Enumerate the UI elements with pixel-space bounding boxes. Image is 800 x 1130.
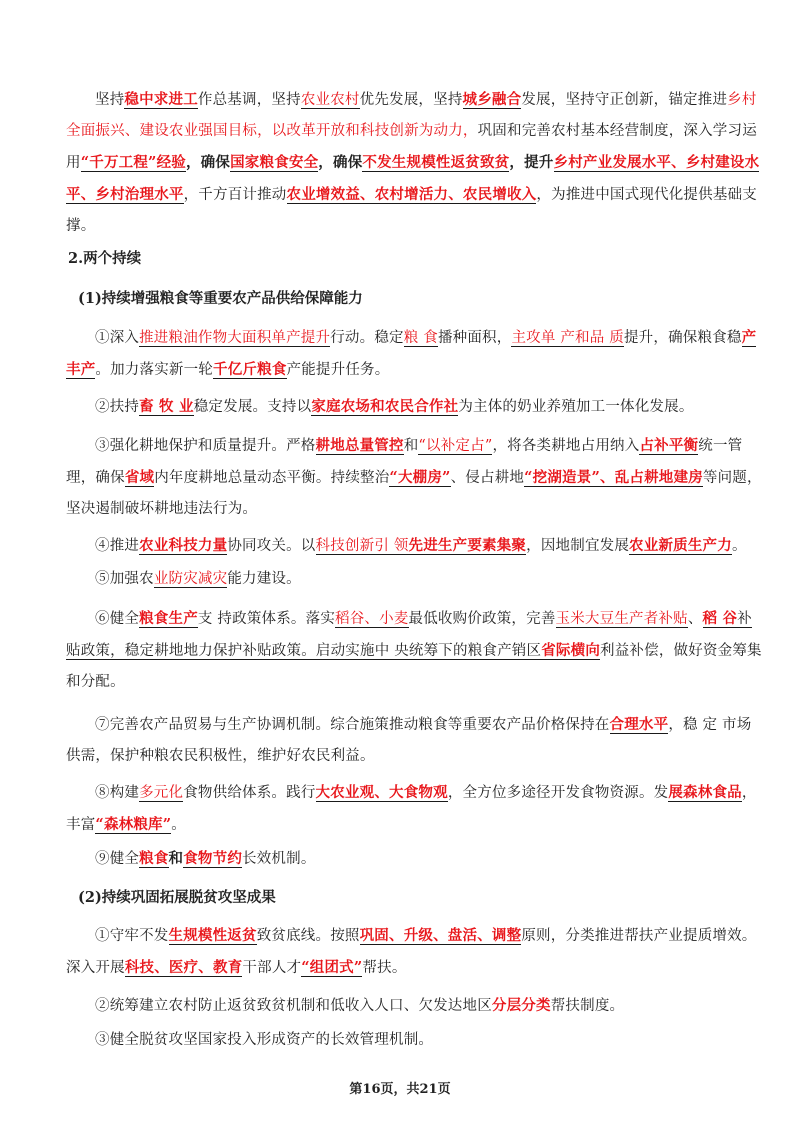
keyword: 乡村产业发展水平、乡村建设水平、乡村治理水平 (66, 154, 760, 203)
list-item (66, 603, 766, 698)
list-item (66, 564, 766, 595)
keyword: 产丰产 (66, 329, 757, 378)
text: ⑧构建 (95, 785, 140, 801)
text: 优先发展，坚持 (359, 92, 463, 108)
text: ，提升 (509, 154, 554, 171)
keyword: 生规模性返贫 (168, 927, 257, 944)
keyword: 先进生产要素集聚 (408, 537, 527, 554)
list-item (66, 1025, 766, 1056)
keyword: 大农业观、大食物观 (315, 784, 448, 801)
text: 致贫底线。按照 (256, 928, 360, 944)
text: 、侵占耕地 (450, 470, 525, 486)
text: ①深入 (95, 330, 140, 346)
text: ④推进 (95, 538, 140, 554)
keyword: 农业科技力量 (139, 537, 228, 554)
text: 长效机制。 (242, 851, 316, 867)
keyword: 农业新质生产力 (629, 537, 732, 554)
text: ，稳 定 市场供需，保护种粮农民积极性，维护好农民利益。 (66, 717, 752, 764)
list-item (66, 430, 766, 525)
text: ③强化耕地保护和质量提升。严格 (95, 438, 316, 454)
text: ，丰富 (66, 785, 757, 833)
list-item (66, 920, 766, 984)
keyword: 稳中求进工 (124, 91, 198, 108)
text: ②扶持 (95, 399, 140, 415)
keyword: 粮 食 (403, 330, 438, 346)
text: ⑤加强农 (95, 571, 154, 587)
list-item (66, 843, 766, 875)
keyword: 省际横向 (541, 642, 601, 659)
keyword: 玉米大豆生产者补贴 (555, 611, 688, 627)
keyword: 耕地总量管控 (315, 437, 404, 454)
keyword: “组团式” (301, 959, 363, 976)
text: ，为推进中国式现代化提供基础支撑。 (66, 187, 757, 234)
keyword: 食物节约 (183, 850, 243, 867)
keyword: 稻谷、小麦 (335, 611, 409, 627)
text: ，将各类耕地占用纳入 (492, 438, 640, 454)
keyword: 农业农村 (300, 92, 360, 108)
keyword: “森林粮库” (95, 816, 172, 833)
text: 食物供给体系。践行 (183, 785, 316, 801)
keyword: 粮食生产 (139, 610, 198, 627)
text: ，千方百计推动 (183, 187, 287, 203)
text: 协同攻关。以 (227, 538, 316, 554)
text: 补贴政策，稳定耕地地力保护补贴政策。启动实施中 央统筹下的粮食产销区 (66, 611, 752, 659)
keyword: 推进粮油作物大面积单产提升 (139, 330, 331, 346)
list-item (66, 709, 766, 772)
text: 。 (731, 538, 747, 554)
list-item (66, 777, 766, 841)
text: 。加力落实新一轮 (95, 362, 214, 378)
list-item (66, 391, 766, 423)
keyword: 合理水平 (609, 716, 669, 733)
text: 能力建设。 (227, 571, 301, 587)
text: 巩固和完善农村基本经营制度，深入学习运用 (66, 123, 757, 171)
keyword: 占补平衡 (639, 437, 699, 454)
text: 为主体的奶业养殖加工一体化发展。 (458, 399, 694, 415)
keyword: 展森林食品 (668, 784, 742, 801)
keyword: “以补定占” (418, 438, 493, 454)
section-heading: 2.两个持续 (68, 250, 142, 267)
page-number: 第16页，共21页 (349, 1082, 451, 1097)
intro-paragraph (66, 84, 766, 242)
keyword: 稻 谷 (702, 610, 738, 627)
text: ③健全脱贫攻坚国家投入形成资产的长效管理机制。 (95, 1032, 434, 1048)
text: 产能提升任务。 (286, 362, 390, 378)
keyword: 主攻单 产和品 质 (511, 330, 624, 346)
text: ②统筹建立农村防止返贫致贫机制和低收入人口、欠发达地区 (95, 998, 492, 1014)
text: 干部人才 (242, 960, 302, 976)
text: 统一管理，确保 (66, 438, 743, 486)
keyword: 省域 (124, 469, 155, 486)
text: 原则，分类推进帮扶产业提质增效。深入开展 (66, 928, 757, 976)
text: 稳定发展。支持以 (193, 399, 312, 415)
text: 等问题，坚决遏制破坏耕地违法行为。 (66, 470, 762, 517)
text: ⑥健全 (95, 611, 140, 627)
text: ⑨健全 (95, 851, 140, 867)
keyword: 畜 牧 业 (139, 398, 194, 415)
keyword: “挖湖造景”、乱占耕地建房 (524, 469, 703, 486)
text: 支 持政策体系。落实 (197, 611, 336, 627)
text: 播种面积， (437, 330, 512, 346)
text: 和 (403, 438, 419, 454)
keyword: 业防灾减灾 (153, 571, 228, 587)
keyword: 国家粮食安全 (230, 154, 319, 171)
text: 。 (171, 817, 186, 833)
text: 提升，确保粮食稳 (623, 330, 742, 346)
text: 坚持 (95, 92, 125, 108)
keyword: 不发生规模性返贫致贫 (362, 154, 510, 171)
text: 帮扶。 (362, 960, 407, 976)
keyword: “千万工程”经验 (80, 154, 186, 171)
keyword: 分层分类 (491, 997, 551, 1014)
text: 内年度耕地总量动态平衡。持续整治 (154, 470, 390, 486)
text: 、 (687, 611, 703, 627)
text: ，全方位多途径开发食物资源。发 (447, 785, 669, 801)
keyword: 粮食 (139, 850, 169, 867)
text: ①守牢不发 (95, 928, 169, 944)
text: ，因地制宜发展 (526, 538, 630, 554)
keyword: 农业增效益、农村增活力、农民增收入 (286, 186, 537, 203)
keyword: 城乡融合 (462, 91, 522, 108)
keyword: 多元化 (139, 785, 184, 801)
keyword: “大棚房” (389, 469, 451, 486)
text: ，确保 (318, 154, 363, 171)
list-item (66, 530, 766, 562)
keyword: 科技、医疗、教育 (124, 959, 243, 976)
text: 利益补偿，做好资金筹集和分配。 (66, 643, 762, 690)
keyword: 科技创新引 领 (315, 538, 409, 554)
keyword: 巩固、升级、盘活、调整 (359, 927, 522, 944)
keyword: 乡村全面振兴、建设农业强国目标，以改革开放和科技创新为动力， (66, 92, 757, 139)
keyword: 千亿斤粮食 (213, 361, 287, 378)
subsection-heading: (1)持续增强粮食等重要农产品供给保障能力 (78, 290, 363, 307)
text: 帮扶制度。 (550, 998, 625, 1014)
text: ⑦完善农产品贸易与生产协调机制。综合施策推动粮食等重要农产品价格保持在 (95, 717, 610, 733)
text: 行动。稳定 (330, 330, 404, 346)
list-item (66, 990, 766, 1022)
text: 和 (168, 850, 184, 867)
text: ，确保 (185, 154, 231, 171)
text: 作总基调，坚持 (197, 92, 301, 108)
text: 最低收购价政策，完善 (408, 611, 556, 627)
list-item (66, 322, 766, 386)
text: 发展，坚持守正创新，锚定推进 (521, 92, 728, 108)
keyword: 家庭农场和农民合作社 (311, 398, 459, 415)
subsection-heading: (2)持续巩固拓展脱贫攻坚成果 (78, 889, 276, 906)
